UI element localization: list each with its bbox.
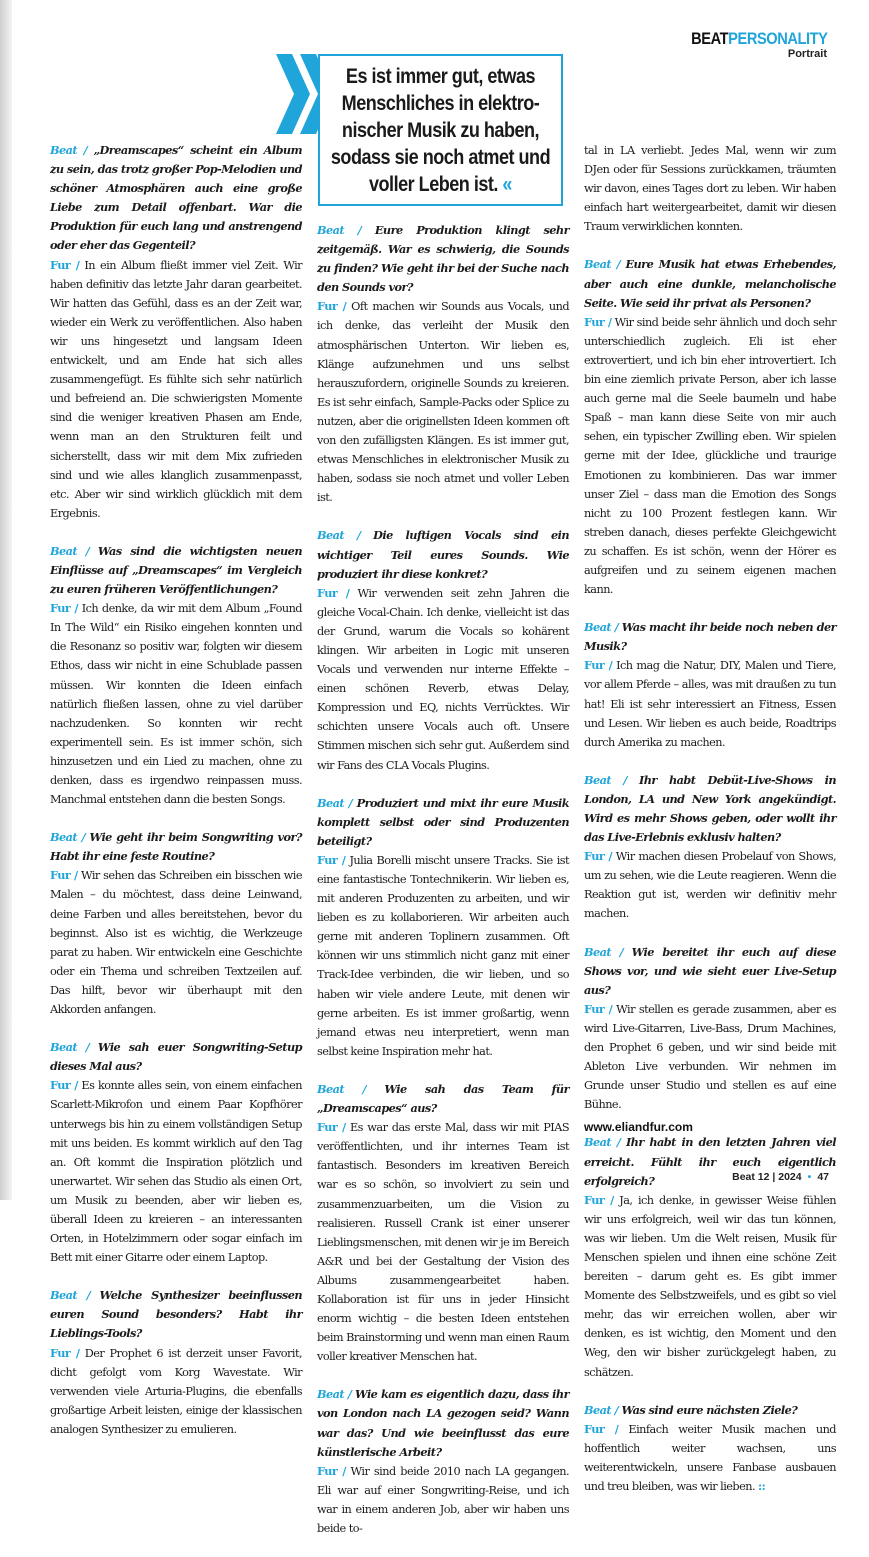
answer-prefix: Fur / xyxy=(50,601,78,616)
interview-question xyxy=(584,1401,836,1420)
answer-prefix: Fur / xyxy=(584,314,612,329)
interview-block xyxy=(584,618,836,752)
interview-question xyxy=(584,255,836,312)
page-footer xyxy=(732,1171,829,1183)
answer-text: Wir sehen das Schreiben ein bisschen wie Malen – du möchtest, dass deine Leinwand, deine Farben und alles bereitstehen, bevor du beginnst. Also ist es wichtig, die Werkzeuge parat zu haben. Wir entwickeln eine Geschichte oder ein Thema und schreiben Textzeilen auf. Das hilft, bevor wir überhaupt mit den Akkorden anfangen. xyxy=(50,869,303,1017)
interview-answer xyxy=(317,1462,569,1538)
question-text: Produziert und mixt ihr eure Musik komplett selbst oder sind Produzenten beteiligt? xyxy=(317,795,569,848)
interview-block xyxy=(50,542,302,809)
pull-quote-line: Menschliches in elektro- xyxy=(341,90,540,115)
article-end-mark: :: xyxy=(758,1479,766,1493)
question-text: Ihr habt Debüt-Live-Shows in London, LA und New York angekündigt. Wird es mehr Shows geben, oder wollt ihr das Live-Erlebnis exklusiv halten? xyxy=(584,772,836,845)
article-column-2 xyxy=(317,221,569,1557)
interview-answer xyxy=(584,847,836,923)
answer-prefix: Fur / xyxy=(50,257,80,272)
question-text: Welche Synthesizer beeinflussen euren Sound besonders? Habt ihr Lieblings-Tools? xyxy=(50,1288,302,1341)
question-prefix: Beat / xyxy=(584,620,619,635)
question-text: Was macht ihr beide noch neben der Musik? xyxy=(584,620,836,654)
interview-question xyxy=(50,542,302,599)
question-text: Die luftigen Vocals sind ein wichtiger Teil eures Sounds. Wie produziert ihr diese konkret? xyxy=(317,528,569,581)
question-prefix: Beat / xyxy=(584,1135,621,1150)
question-prefix: Beat / xyxy=(50,543,90,558)
interview-answer xyxy=(584,1420,836,1496)
footer-separator: • xyxy=(807,1171,812,1183)
brand-personality: PERSONALITY xyxy=(727,29,827,48)
interview-question xyxy=(584,618,836,656)
interview-answer xyxy=(50,866,302,1019)
pull-quote-line xyxy=(331,171,550,198)
interview-question xyxy=(317,1080,569,1118)
section-label: Portrait xyxy=(787,48,827,60)
interview-answer xyxy=(584,1191,836,1382)
interview-answer xyxy=(317,1118,569,1366)
interview-block xyxy=(317,794,569,1061)
interview-block xyxy=(50,1038,302,1267)
answer-text: Ich denke, da wir mit dem Album „Found In The Wild“ ein Risiko eingehen konnten und die Resonanz so positiv war, folgten wir diesem Ethos, dass wir nicht in eine Schublade passen müssen. Wir konnten die Ideen einfach natürlich fließen lassen, ohne zu viel darüber nachzudenken. So konnten wir recht experimentell sein. Es ist immer schön, sich hinzusetzen und ein Lied zu machen, ohne zu denken, dass es irgendwo reinpassen muss. Manchmal entstehen dann die besten Songs. xyxy=(50,602,302,807)
answer-text: Oft machen wir Sounds aus Vocals, und ich denke, das verleiht der Musik den atmosphärischen Unterton. Wir lieben es, Klänge aufzunehmen und uns selbst herauszufordern, originelle Sounds zu kreieren. Es ist sehr einfach, Sample-Packs oder Splice zu nutzen, aber die originellsten Ideen kommen oft von den zufälligsten Klängen. Es ist immer gut, etwas Menschliches in elektronischer Musik zu haben, sodass sie noch atmet und voller Leben ist. xyxy=(317,300,570,505)
answer-text: Wir verwenden seit zehn Jahren die gleiche Vocal-Chain. Ich denke, vielleicht ist das der Grund, warum die Vocals so kohärent klingen. Wir arbeiten in Logic mit unseren Vocals und verwenden nur interne Effekte – einen schönen Reverb, etwas Delay, Kompression und EQ, nichts Verrücktes. Wir schichten unsere Vocals auch oft. Unsere Stimmen mischen sich sehr gut. Außerdem sind wir Fans des CLA Vocals Plugins. xyxy=(317,586,569,772)
answer-prefix: Fur / xyxy=(317,299,347,314)
answer-prefix: Fur / xyxy=(584,1001,613,1016)
question-prefix: Beat / xyxy=(50,830,86,845)
answer-prefix: Fur / xyxy=(584,849,613,864)
pull-quote xyxy=(318,54,563,206)
interview-question xyxy=(50,1038,302,1076)
answer-text: Wir stellen es gerade zusammen, aber es wird Live-Gitarren, Live-Bass, Drum Machines, den Prophet 6 geben, und wir sind beide mit Ableton Live verbunden. Wir nehmen im Grunde unser Studio und stellen es auf eine Bühne. xyxy=(584,1002,837,1112)
website-link[interactable]: www.eliandfur.com xyxy=(584,1120,693,1134)
page-edge-stripe xyxy=(0,0,12,1200)
question-text: Ihr habt in den letzten Jahren viel erreicht. Fühlt ihr euch eigentlich erfolgreich? xyxy=(584,1135,836,1188)
answer-text: Julia Borelli mischt unsere Tracks. Sie ist eine fantastische Tontechnikerin. Wir lieben es, mit anderen Produzenten zu arbeiten, und wir lieben es zu kollaborieren. Wir arbeiten auch gerne mit anderen Toplinern zusammen. Oft können wir uns stimmlich nicht ganz mit einer Track-Idee verbinden, die wir lieben, und so haben wir viele andere Leute, mit denen wir gerne arbeiten. Es ist immer großartig, wenn jemand etwas neu interpretiert, wenn man selbst keine Inspiration mehr hat. xyxy=(317,853,569,1058)
interview-question xyxy=(584,943,836,1000)
question-prefix: Beat / xyxy=(50,1288,91,1303)
interview-question xyxy=(50,1286,302,1343)
answer-text: Der Prophet 6 ist derzeit unser Favorit, dicht gefolgt vom Korg Wavestate. Wir verwenden viele Arturia-Plugins, die ebenfalls großartige Arbeit leisten, einige der klassischen analogen Synthesizer zu emulieren. xyxy=(50,1346,302,1436)
question-text: Was sind eure nächsten Ziele? xyxy=(621,1402,798,1417)
pull-quote-line: Es ist immer gut, etwas xyxy=(345,63,536,88)
interview-block xyxy=(317,221,569,507)
issue-label: Beat 12 | 2024 xyxy=(732,1171,802,1183)
answer-text: Wir machen diesen Probelauf von Shows, um zu sehen, wie die Leute reagieren. Wenn die Reaktion gut ist, werden wir definitiv mehr machen. xyxy=(584,850,837,921)
interview-answer xyxy=(50,1344,302,1439)
interview-answer xyxy=(50,1076,302,1267)
interview-answer xyxy=(584,313,836,599)
interview-block xyxy=(584,771,836,924)
answer-text: In ein Album fließt immer viel Zeit. Wir haben definitiv das letzte Jahr daran gearbeitet. Wir hatten das Gefühl, dass es an der Zeit war, wieder ein Werk zu veröffentlichen. Also haben wir uns hingesetzt und langsam Ideen entwickelt, und am Ende hat sich alles zusammengefügt. Es fühlte sich sehr natürlich und befreiend an. Die schwierigsten Momente sind die weniger kreativen Phasen am Ende, wenn man an den Strukturen feilt und sicherstellt, dass wir mit dem Mix zufrieden sind und wie alles klanglich zusammenpasst, etc. Aber wir sind wirklich glücklich mit dem Ergebnis. xyxy=(50,258,302,520)
answer-prefix: Fur / xyxy=(584,1192,614,1207)
question-prefix: Beat / xyxy=(317,1081,366,1096)
interview-block xyxy=(317,1080,569,1366)
answer-text: Wir sind beide 2010 nach LA gegangen. Eli war auf einer Songwriting-Reise, und ich war in einem anderen Job, aber wir haben uns beide to- xyxy=(317,1464,570,1535)
quote-mark: « xyxy=(502,171,512,196)
interview-block xyxy=(50,141,302,523)
pull-quote-line-text: voller Leben ist. xyxy=(369,171,503,196)
interview-block xyxy=(317,526,569,774)
answer-text: Es war das erste Mal, dass wir mit PIAS veröffentlichten, und ihr internes Team ist fantastisch. Besonders im kreativen Bereich war es so schön, so involviert zu sein und zusammenzuarbeiten, um die Vision zu realisieren. Russell Crank ist einer unserer Lieblingsmenschen, mit denen wir je im Bereich A&R und bei der Gestaltung der Vision des Albums zusammengearbeitet haben. Kollaboration ist für uns in jeder Hinsicht enorm wichtig – die besten Ideen entstehen beim Brainstorming und wenn man einen Raum voller kreativer Menschen hat. xyxy=(317,1121,570,1364)
interview-question xyxy=(50,141,302,256)
interview-answer xyxy=(50,599,302,809)
page-number: 47 xyxy=(817,1171,829,1183)
section-header xyxy=(669,30,827,61)
question-prefix: Beat / xyxy=(50,143,88,157)
question-text: Wie geht ihr beim Songwriting vor? Habt ihr eine feste Routine? xyxy=(50,830,302,864)
answer-text: Ja, ich denke, in gewisser Weise fühlen wir uns erfolgreich, weil wir das tun können, was wir lieben. Um die Welt reisen, Musik für Menschen spielen und ihnen eine schöne Zeit bereiten – darum geht es. Es gibt immer Momente des Selbstzweifels, und es gibt so viel mehr, das wir erreichen wollen, aber wir denken, es ist wichtig, den Moment und den Weg, den wir bisher zurückgelegt haben, zu schätzen. xyxy=(584,1193,836,1379)
interview-question xyxy=(317,526,569,583)
question-text: Wie sah euer Songwriting-Setup dieses Mal aus? xyxy=(50,1040,302,1074)
pull-quote-text xyxy=(331,63,550,198)
article-column-1 xyxy=(50,141,302,1458)
answer-text: Ich mag die Natur, DIY, Malen und Tiere, vor allem Pferde – alles, was mit draußen zu tun hat! Eli ist sehr interessiert an Fitness, Essen und Lesen. Wir lieben es auch beide, Roadtrips durch Amerika zu machen. xyxy=(584,659,836,749)
interview-answer-continued: tal in LA verliebt. Jedes Mal, wenn wir zum DJen oder für Sessions zurückkamen, träumten wir davon, eines Tages dort zu leben. Wir haben einfach hart weitergearbeitet, damit wir diesen Traum verwirklichen konnten. xyxy=(584,144,836,234)
brand-logo xyxy=(691,30,827,48)
interview-block xyxy=(584,1401,836,1496)
question-prefix: Beat / xyxy=(50,1040,90,1055)
answer-prefix: Fur / xyxy=(50,1345,80,1360)
interview-answer xyxy=(317,584,569,775)
pull-quote-line: sodass sie noch atmet und xyxy=(330,144,551,169)
interview-question xyxy=(317,221,569,297)
interview-block xyxy=(50,1286,302,1439)
answer-prefix: Fur / xyxy=(50,1078,78,1093)
answer-prefix: Fur / xyxy=(317,1463,346,1478)
question-prefix: Beat / xyxy=(317,528,361,543)
question-prefix: Beat / xyxy=(317,795,353,810)
answer-prefix: Fur / xyxy=(584,1421,619,1436)
question-prefix: Beat / xyxy=(317,223,362,237)
interview-block xyxy=(317,1385,569,1538)
question-prefix: Beat / xyxy=(584,1402,619,1417)
answer-prefix: Fur / xyxy=(317,1120,346,1135)
interview-question xyxy=(584,771,836,847)
interview-answer xyxy=(317,851,569,1061)
interview-block xyxy=(584,255,836,599)
question-text: Wie bereitet ihr euch auf diese Shows vor, und wie sieht euer Live-Setup aus? xyxy=(584,944,836,997)
article-column-3 xyxy=(584,141,836,1515)
question-text: Wie sah das Team für „Dreamscapes“ aus? xyxy=(317,1081,569,1116)
question-prefix: Beat / xyxy=(584,257,621,272)
interview-question xyxy=(317,1385,569,1461)
interview-block xyxy=(584,943,836,1115)
answer-prefix: Fur / xyxy=(584,658,613,673)
question-text: Was sind die wichtigsten neuen Einflüsse auf „Dreamscapes“ im Vergleich zu euren früheren Veröffentlichungen? xyxy=(50,543,302,597)
interview-question xyxy=(317,794,569,851)
question-text: Eure Produktion klingt sehr zeitgemäß. War es schwierig, die Sounds zu finden? Wie geht ihr bei der Suche nach den Sounds vor? xyxy=(317,223,569,295)
interview-question xyxy=(50,828,302,866)
question-prefix: Beat / xyxy=(317,1387,352,1402)
answer-prefix: Fur / xyxy=(50,868,78,883)
question-text: Eure Musik hat etwas Erhebendes, aber auch eine dunkle, melancholische Seite. Wie seid ihr privat als Personen? xyxy=(584,257,836,310)
interview-answer xyxy=(317,297,569,507)
question-prefix: Beat / xyxy=(584,772,627,787)
question-text: „Dreamscapes“ scheint ein Album zu sein, das trotz großer Pop-Melodien und schöner Atmosphären auch eine große Liebe zum Detail offenbart. War die Produktion für euch lang und anstrengend oder eher das Gegenteil? xyxy=(50,143,302,253)
interview-answer xyxy=(584,1000,836,1115)
interview-answer xyxy=(50,256,302,523)
question-prefix: Beat / xyxy=(584,944,624,959)
brand-beat: BEAT xyxy=(690,29,728,48)
answer-prefix: Fur / xyxy=(317,585,350,600)
interview-block xyxy=(50,828,302,1019)
interview-answer xyxy=(584,656,836,751)
answer-text: Wir sind beide sehr ähnlich und doch sehr unterschiedlich zugleich. Eli ist eher extrovertiert, und ich bin eher introvertiert. Ich bin eine ziemlich private Person, aber ich lasse auch gerne mal die Seele baumeln und habe Spaß – man kann diese Seite von mir auch sehen, ein typischer Zwilling eben. Wir spielen gerne mit der Idee, glückliche und traurige Emotionen zu kombinieren. Das war immer unser Ziel – dass man die Emotion des Songs nicht zu 100 Prozent festlegen kann. Wir streben danach, dieses perfekte Gleichgewicht zu schaffen. Es ist schön, wenn der Hörer es aufgreifen und zu seinem eigenen machen kann. xyxy=(584,315,837,597)
answer-text: Einfach weiter Musik machen und hoffentlich weiter wachsen, uns weiterentwickeln, unsere Fanbase ausbauen und treu bleiben, was wir lieben. xyxy=(584,1422,836,1493)
pull-quote-line: nischer Musik zu haben, xyxy=(341,117,540,142)
interview-block xyxy=(584,141,836,236)
question-text: Wie kam es eigentlich dazu, dass ihr von London nach LA gezogen seid? Wann war das? Und wie beeinflusst das eure künstlerische Arbeit? xyxy=(317,1387,569,1459)
answer-text: Es konnte alles sein, von einem einfachen Scarlett-Mikrofon und einem Paar Kopfhörer unterwegs bis hin zu einem vollständigen Setup mit uns beiden. Es kommt wirklich auf den Tag an. Oft kommt die Inspiration plötzlich und unerwartet. Wir sehen das Studio als einen Ort, um Musik zu beenden, aber wir lieben es, überall Ideen zu kreieren – an interessanten Orten, in Hotelzimmern oder sogar einfach im Bett mit einer Gitarre oder einem Laptop. xyxy=(50,1079,302,1265)
answer-prefix: Fur / xyxy=(317,852,346,867)
